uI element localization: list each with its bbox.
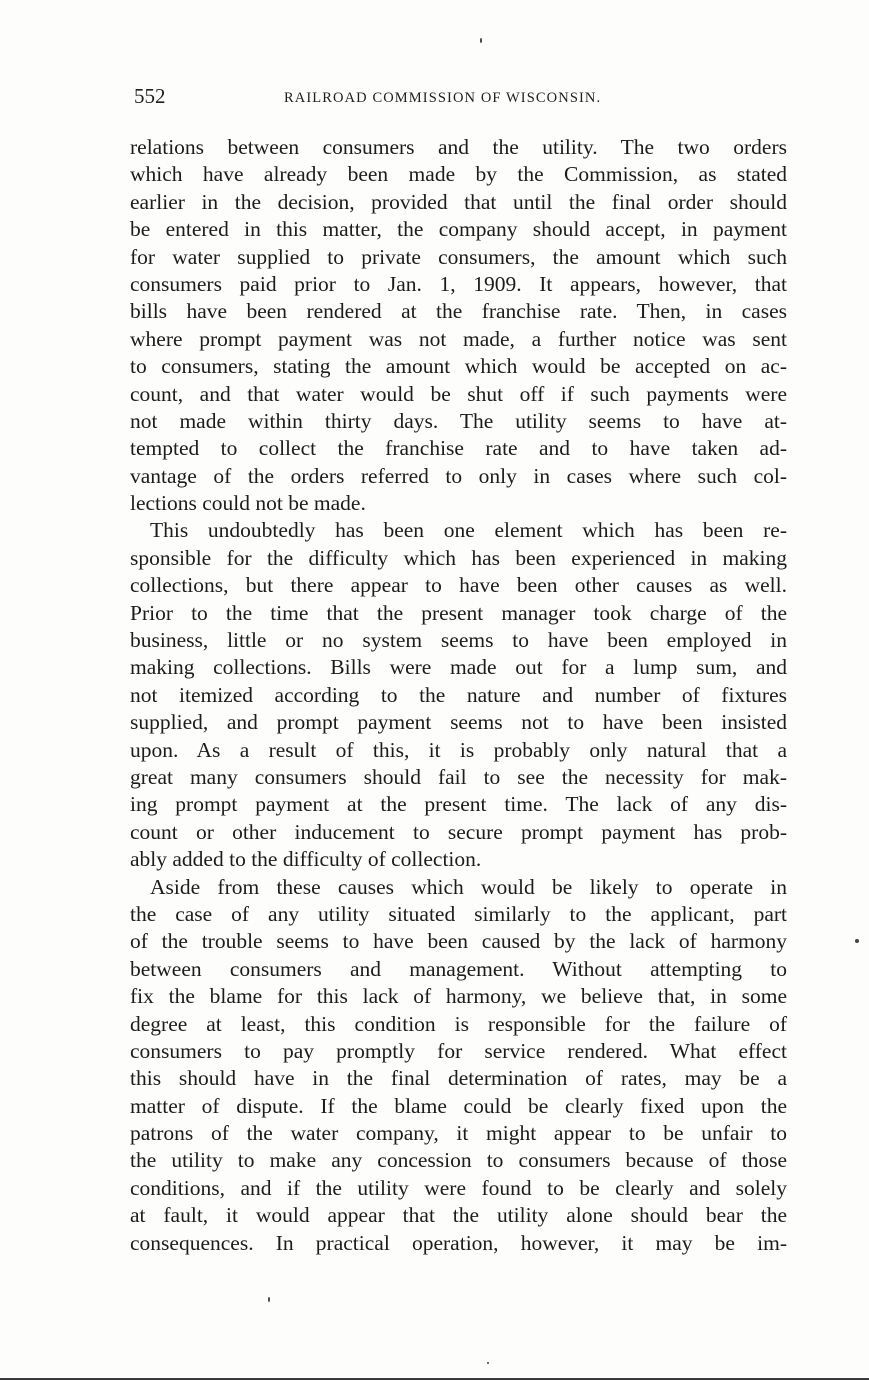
body-text xyxy=(130,134,787,1257)
text-line: tempted to collect the franchise rate and to have taken ad- xyxy=(130,436,787,461)
text-line: count, and that water would be shut off if such payments were xyxy=(130,381,787,406)
text-line: ing prompt payment at the present time. The lack of any dis- xyxy=(130,792,787,817)
text-line: not itemized according to the nature and number of fixtures xyxy=(130,682,787,707)
text-line: relations between consumers and the utility. The two orders xyxy=(130,135,787,159)
text-line: of the trouble seems to have been caused by the lack of harmony xyxy=(130,929,787,954)
text-line: consumers paid prior to Jan. 1, 1909. It appears, however, that xyxy=(130,271,787,296)
text-line: ably added to the difficulty of collection. xyxy=(130,847,482,872)
scan-speck xyxy=(855,939,859,943)
text-line: the utility to make any concession to consumers because of those xyxy=(130,1148,787,1173)
text-line: lections could not be made. xyxy=(130,491,366,516)
text-line: be entered in this matter, the company should accept, in payment xyxy=(130,217,787,242)
text-line: sponsible for the difficulty which has been experienced in making xyxy=(130,545,787,570)
text-line: for water supplied to private consumers, the amount which such xyxy=(130,244,787,269)
text-line: Prior to the time that the present manager took charge of the xyxy=(130,600,787,625)
text-line: this should have in the final determination of rates, may be a xyxy=(130,1066,787,1091)
text-line: the case of any utility situated similarly to the applicant, part xyxy=(130,901,787,926)
text-line: supplied, and prompt payment seems not to have been insisted xyxy=(130,710,787,735)
text-line: fix the blame for this lack of harmony, we believe that, in some xyxy=(130,984,787,1009)
paragraph-2 xyxy=(130,517,787,873)
text-line: business, little or no system seems to have been employed in xyxy=(130,628,787,653)
scan-speck xyxy=(487,1362,489,1364)
text-line: vantage of the orders referred to only in cases where such col- xyxy=(130,463,787,488)
scan-speck xyxy=(268,1297,270,1302)
running-head: RAILROAD COMMISSION OF WISCONSIN. xyxy=(284,90,602,106)
page-header xyxy=(134,84,784,114)
text-line: Aside from these causes which would be likely to operate in xyxy=(150,874,787,899)
text-line: degree at least, this condition is responsible for the failure of xyxy=(130,1011,787,1036)
text-line: not made within thirty days. The utility seems to have at- xyxy=(130,408,787,433)
text-line: earlier in the decision, provided that until the final order should xyxy=(130,189,787,214)
text-line: bills have been rendered at the franchise rate. Then, in cases xyxy=(130,299,787,324)
text-line: This undoubtedly has been one element which has been re- xyxy=(150,518,787,543)
text-line: making collections. Bills were made out for a lump sum, and xyxy=(130,655,787,680)
text-line: matter of dispute. If the blame could be clearly fixed upon the xyxy=(130,1093,787,1118)
text-line: collections, but there appear to have been other causes as well. xyxy=(130,573,787,598)
page-number: 552 xyxy=(134,84,166,108)
text-line: between consumers and management. Without attempting to xyxy=(130,956,787,981)
text-line: which have already been made by the Commission, as stated xyxy=(130,162,787,187)
text-line: at fault, it would appear that the utility alone should bear the xyxy=(130,1203,787,1228)
paragraph-1 xyxy=(130,134,787,517)
text-line: patrons of the water company, it might appear to be unfair to xyxy=(130,1121,787,1146)
text-line: count or other inducement to secure prompt payment has prob- xyxy=(130,819,787,844)
text-line: upon. As a result of this, it is probably only natural that a xyxy=(130,737,787,762)
text-line: consequences. In practical operation, however, it may be im- xyxy=(130,1230,787,1255)
text-line: consumers to pay promptly for service rendered. What effect xyxy=(130,1038,787,1063)
text-line: conditions, and if the utility were found to be clearly and solely xyxy=(130,1175,787,1200)
paragraph-3 xyxy=(130,874,787,1257)
text-line: to consumers, stating the amount which would be accepted on ac- xyxy=(130,354,787,379)
text-line: great many consumers should fail to see the necessity for mak- xyxy=(130,764,787,789)
text-line: where prompt payment was not made, a further notice was sent xyxy=(130,326,787,351)
scan-speck xyxy=(480,38,482,43)
